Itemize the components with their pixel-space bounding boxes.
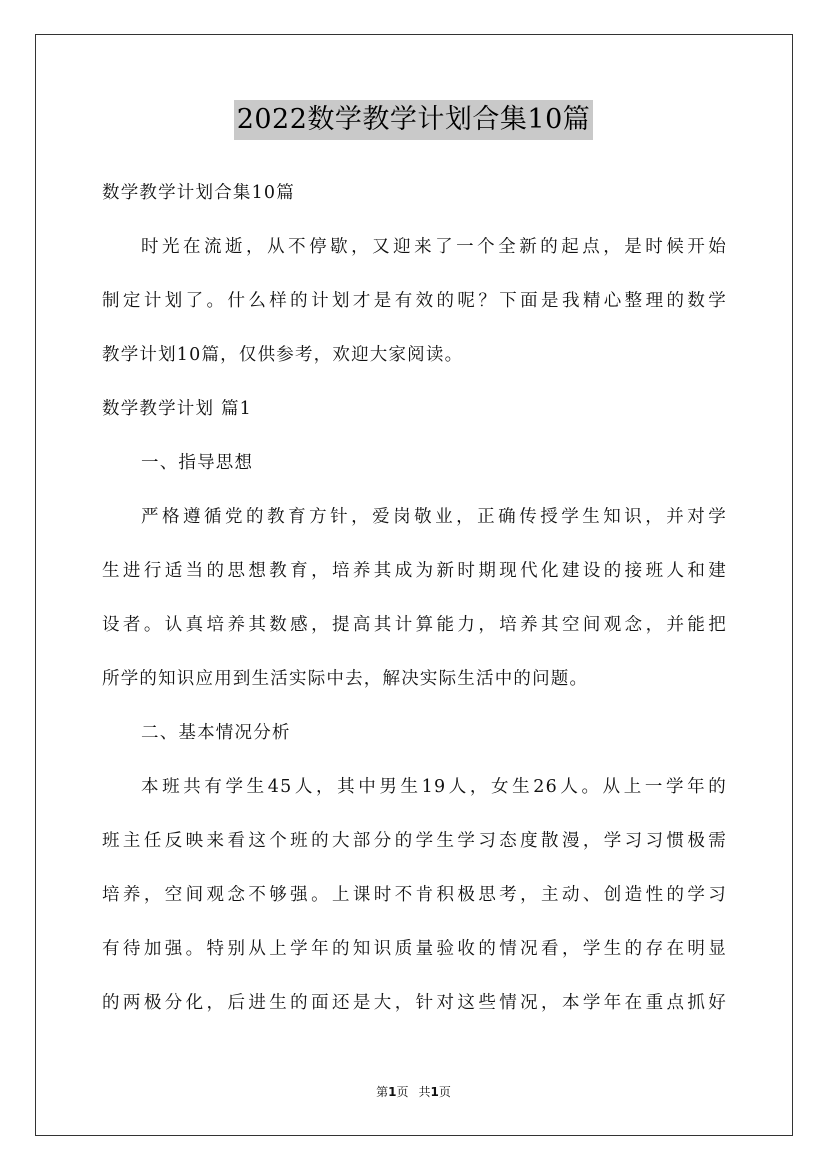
subsection-heading: 二、基本情况分析: [141, 723, 291, 743]
paragraph-line: 时光在流逝，从不停歇，又迎来了一个全新的起点，是时候开始: [141, 237, 727, 257]
paragraph-line: 设者。认真培养其数感，提高其计算能力，培养其空间观念，并能把: [102, 615, 727, 635]
page-suffix: 页: [396, 1085, 409, 1099]
total-pages: 1: [430, 1085, 439, 1099]
subtitle-line: 数学教学计划合集10篇: [102, 183, 295, 203]
paragraph-line: 有待加强。特别从上学年的知识质量验收的情况看，学生的存在明显: [102, 939, 727, 959]
subsection-heading: 一、指导思想: [141, 453, 254, 473]
paragraph-line: 所学的知识应用到生活实际中去，解决实际生活中的问题。: [102, 669, 589, 689]
paragraph-line: 本班共有学生45人，其中男生19人，女生26人。从上一学年的: [141, 777, 727, 797]
paragraph-line: 制定计划了。什么样的计划才是有效的呢？下面是我精心整理的数学: [102, 291, 727, 311]
paragraph-line: 生进行适当的思想教育，培养其成为新时期现代化建设的接班人和建: [102, 561, 727, 581]
section-heading: 数学教学计划 篇1: [102, 399, 252, 419]
paragraph-line: 教学计划10篇，仅供参考，欢迎大家阅读。: [102, 345, 464, 365]
paragraph-line: 班主任反映来看这个班的大部分的学生学习态度散漫，学习习惯极需: [102, 831, 727, 851]
page-footer: [0, 1083, 827, 1100]
total-prefix: 共: [418, 1085, 431, 1099]
title-container: [0, 100, 827, 140]
paragraph-line: 培养，空间观念不够强。上课时不肯积极思考，主动、创造性的学习: [102, 885, 727, 905]
document-title: 2022数学教学计划合集10篇: [234, 100, 594, 140]
document-body: [102, 174, 727, 1038]
total-suffix: 页: [438, 1085, 451, 1099]
paragraph-line: 的两极分化，后进生的面还是大，针对这些情况，本学年在重点抓好: [102, 993, 727, 1013]
page-prefix: 第: [376, 1085, 389, 1099]
paragraph-line: 严格遵循党的教育方针，爱岗敬业，正确传授学生知识，并对学: [141, 507, 727, 527]
page-number: 1: [388, 1085, 397, 1099]
